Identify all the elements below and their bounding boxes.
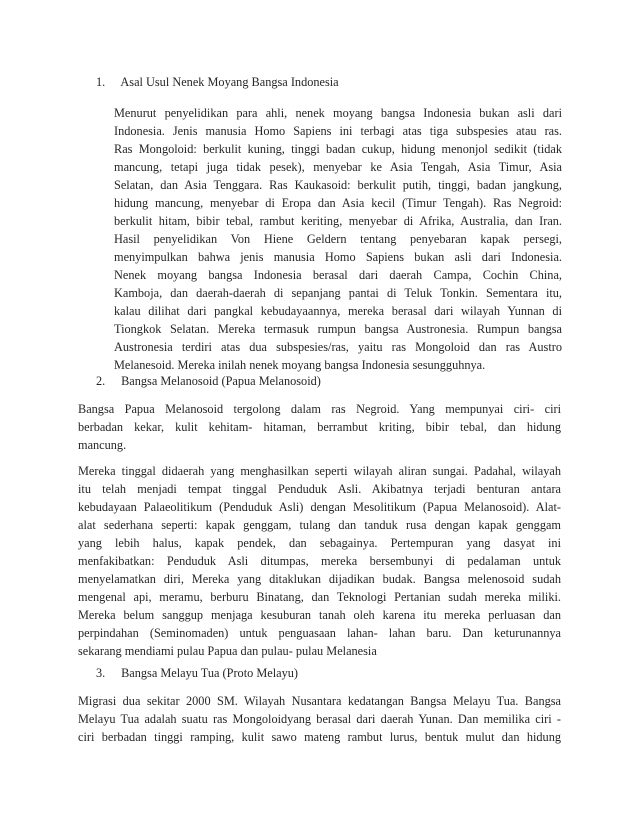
paragraph-line: yang lebih halus, kapak pendek, dan sebagainya. Pertempuran yang dasyat ini [78,536,561,550]
paragraph-line: sekarang mendiami pulau Papua dan pulau- pulau Melanesia [78,644,377,658]
paragraph-line: mancung, tetapi juga tidak pesek), menyebar ke Asia Tengah, Asia Timur, Asia [114,160,562,174]
paragraph-line: alat sederhana seperti: kapak genggam, tulang dan tanduk rusa dengan kapak genggam [78,518,561,532]
section-3-title: Bangsa Melayu Tua (Proto Melayu) [121,666,299,680]
paragraph-line: Ras Mongoloid: berkulit kuning, tinggi badan cukup, hidung menonjol sedikit (tidak [114,142,562,156]
paragraph-line: Bangsa Papua Melanosoid tergolong dalam ras Negroid. Yang mempunyai ciri- ciri [78,402,561,416]
paragraph-line: Melanesoid. Mereka inilah nenek moyang bangsa Indonesia sesungguhnya. [114,358,486,372]
paragraph-line: menyelamatkan diri, Mereka yang ditaklukan dijadikan budak. Bangsa melenosoid sudah [78,572,561,586]
paragraph-line: Kamboja, dan daerah-daerah di sepanjang pantai di Teluk Tonkin. Sementara itu, [114,286,562,300]
paragraph-line: kalau dilihat dari pangkal kebudayaannya, mereka berasal dari wilayah Yunnan di [114,304,562,318]
paragraph-line: berbadan kekar, kulit kehitam- hitaman, berrambut kriting, bibir tebal, dan hidung [78,420,561,434]
paragraph-line: Mereka tinggal didaerah yang menghasilkan seperti wilayah aliran sungai. Padahal, wilayah [78,464,561,478]
section-2-paragraph-2 [78,462,561,660]
section-2-number: 2. [96,374,106,388]
paragraph-line: Menurut penyelidikan para ahli, nenek moyang bangsa Indonesia bukan asli dari [114,106,562,120]
paragraph-line: ciri berbadan tinggi ramping, kulit sawo mateng rambut lurus, bentuk mulut dan hidung [78,730,561,744]
paragraph-line: mancung. [78,438,127,452]
paragraph-line: Melayu Tua adalah suatu ras Mongoloidyang berasal dari daerah Yunan. Dan memilika ciri - [78,712,561,726]
section-1-title: Asal Usul Nenek Moyang Bangsa Indonesia [120,75,339,89]
paragraph-line: menfakibatkan: Penduduk Asli ditumpas, mereka bersembunyi di pedalaman untuk [78,554,561,568]
section-1-paragraph [114,104,562,374]
section-1-number: 1. [96,75,106,89]
section-1-heading [96,73,339,91]
paragraph-line: berkulit hitam, bibir tebal, rambut keriting, menyebar di Afrika, Australia, dan Iran. [114,214,562,228]
section-2-heading [96,372,321,390]
paragraph-line: Austronesia terdiri atas dua subspesies/ras, yaitu ras Mongoloid dan ras Austro [114,340,562,354]
paragraph-line: Tiongkok Selatan. Mereka termasuk rumpun bangsa Austronesia. Rumpun bangsa [114,322,562,336]
section-2-title: Bangsa Melanosoid (Papua Melanosoid) [121,374,321,388]
section-3-paragraph [78,692,561,746]
section-3-heading [96,664,298,682]
section-2-paragraph-1 [78,400,561,454]
paragraph-line: itu telah menjadi tempat tinggal Penduduk Asli. Akibatnya terjadi benturan antara [78,482,561,496]
paragraph-line: hidung mancung, menyebar di Eropa dan Asia kecil (Timur Tengah). Ras Negroid: [114,196,562,210]
paragraph-line: Indonesia. Jenis manusia Homo Sapiens ini terbagi atas tiga subspesies atau ras. [114,124,562,138]
paragraph-line: menyimpulkan bahwa jenis manusia Homo Sapiens bukan asli dari Indonesia. [114,250,562,264]
paragraph-line: Migrasi dua sekitar 2000 SM. Wilayah Nusantara kedatangan Bangsa Melayu Tua. Bangsa [78,694,561,708]
paragraph-line: Selatan, dan Asia Tenggara. Ras Kaukasoid: berkulit putih, tinggi, badan jangkung, [114,178,562,192]
paragraph-line: Hasil penyelidikan Von Hiene Geldern tentang penyebaran kapak persegi, [114,232,562,246]
paragraph-line: Nenek moyang bangsa Indonesia berasal dari daerah Campa, Cochin China, [114,268,562,282]
paragraph-line: mengenal api, meramu, berburu Binatang, dan Teknologi Pertanian sudah mereka miliki. [78,590,561,604]
paragraph-line: Mereka belum sanggup menjaga kesuburan tanah oleh karena itu mereka perluasan dan [78,608,561,622]
section-3-number: 3. [96,666,106,680]
paragraph-line: perpindahan (Seminomaden) untuk penguasaan lahan- lahan baru. Dan keturunannya [78,626,561,640]
paragraph-line: kebudayaan Palaeolitikum (Penduduk Asli) dengan Mesolitikum (Papua Melanosoid). Alat- [78,500,561,514]
